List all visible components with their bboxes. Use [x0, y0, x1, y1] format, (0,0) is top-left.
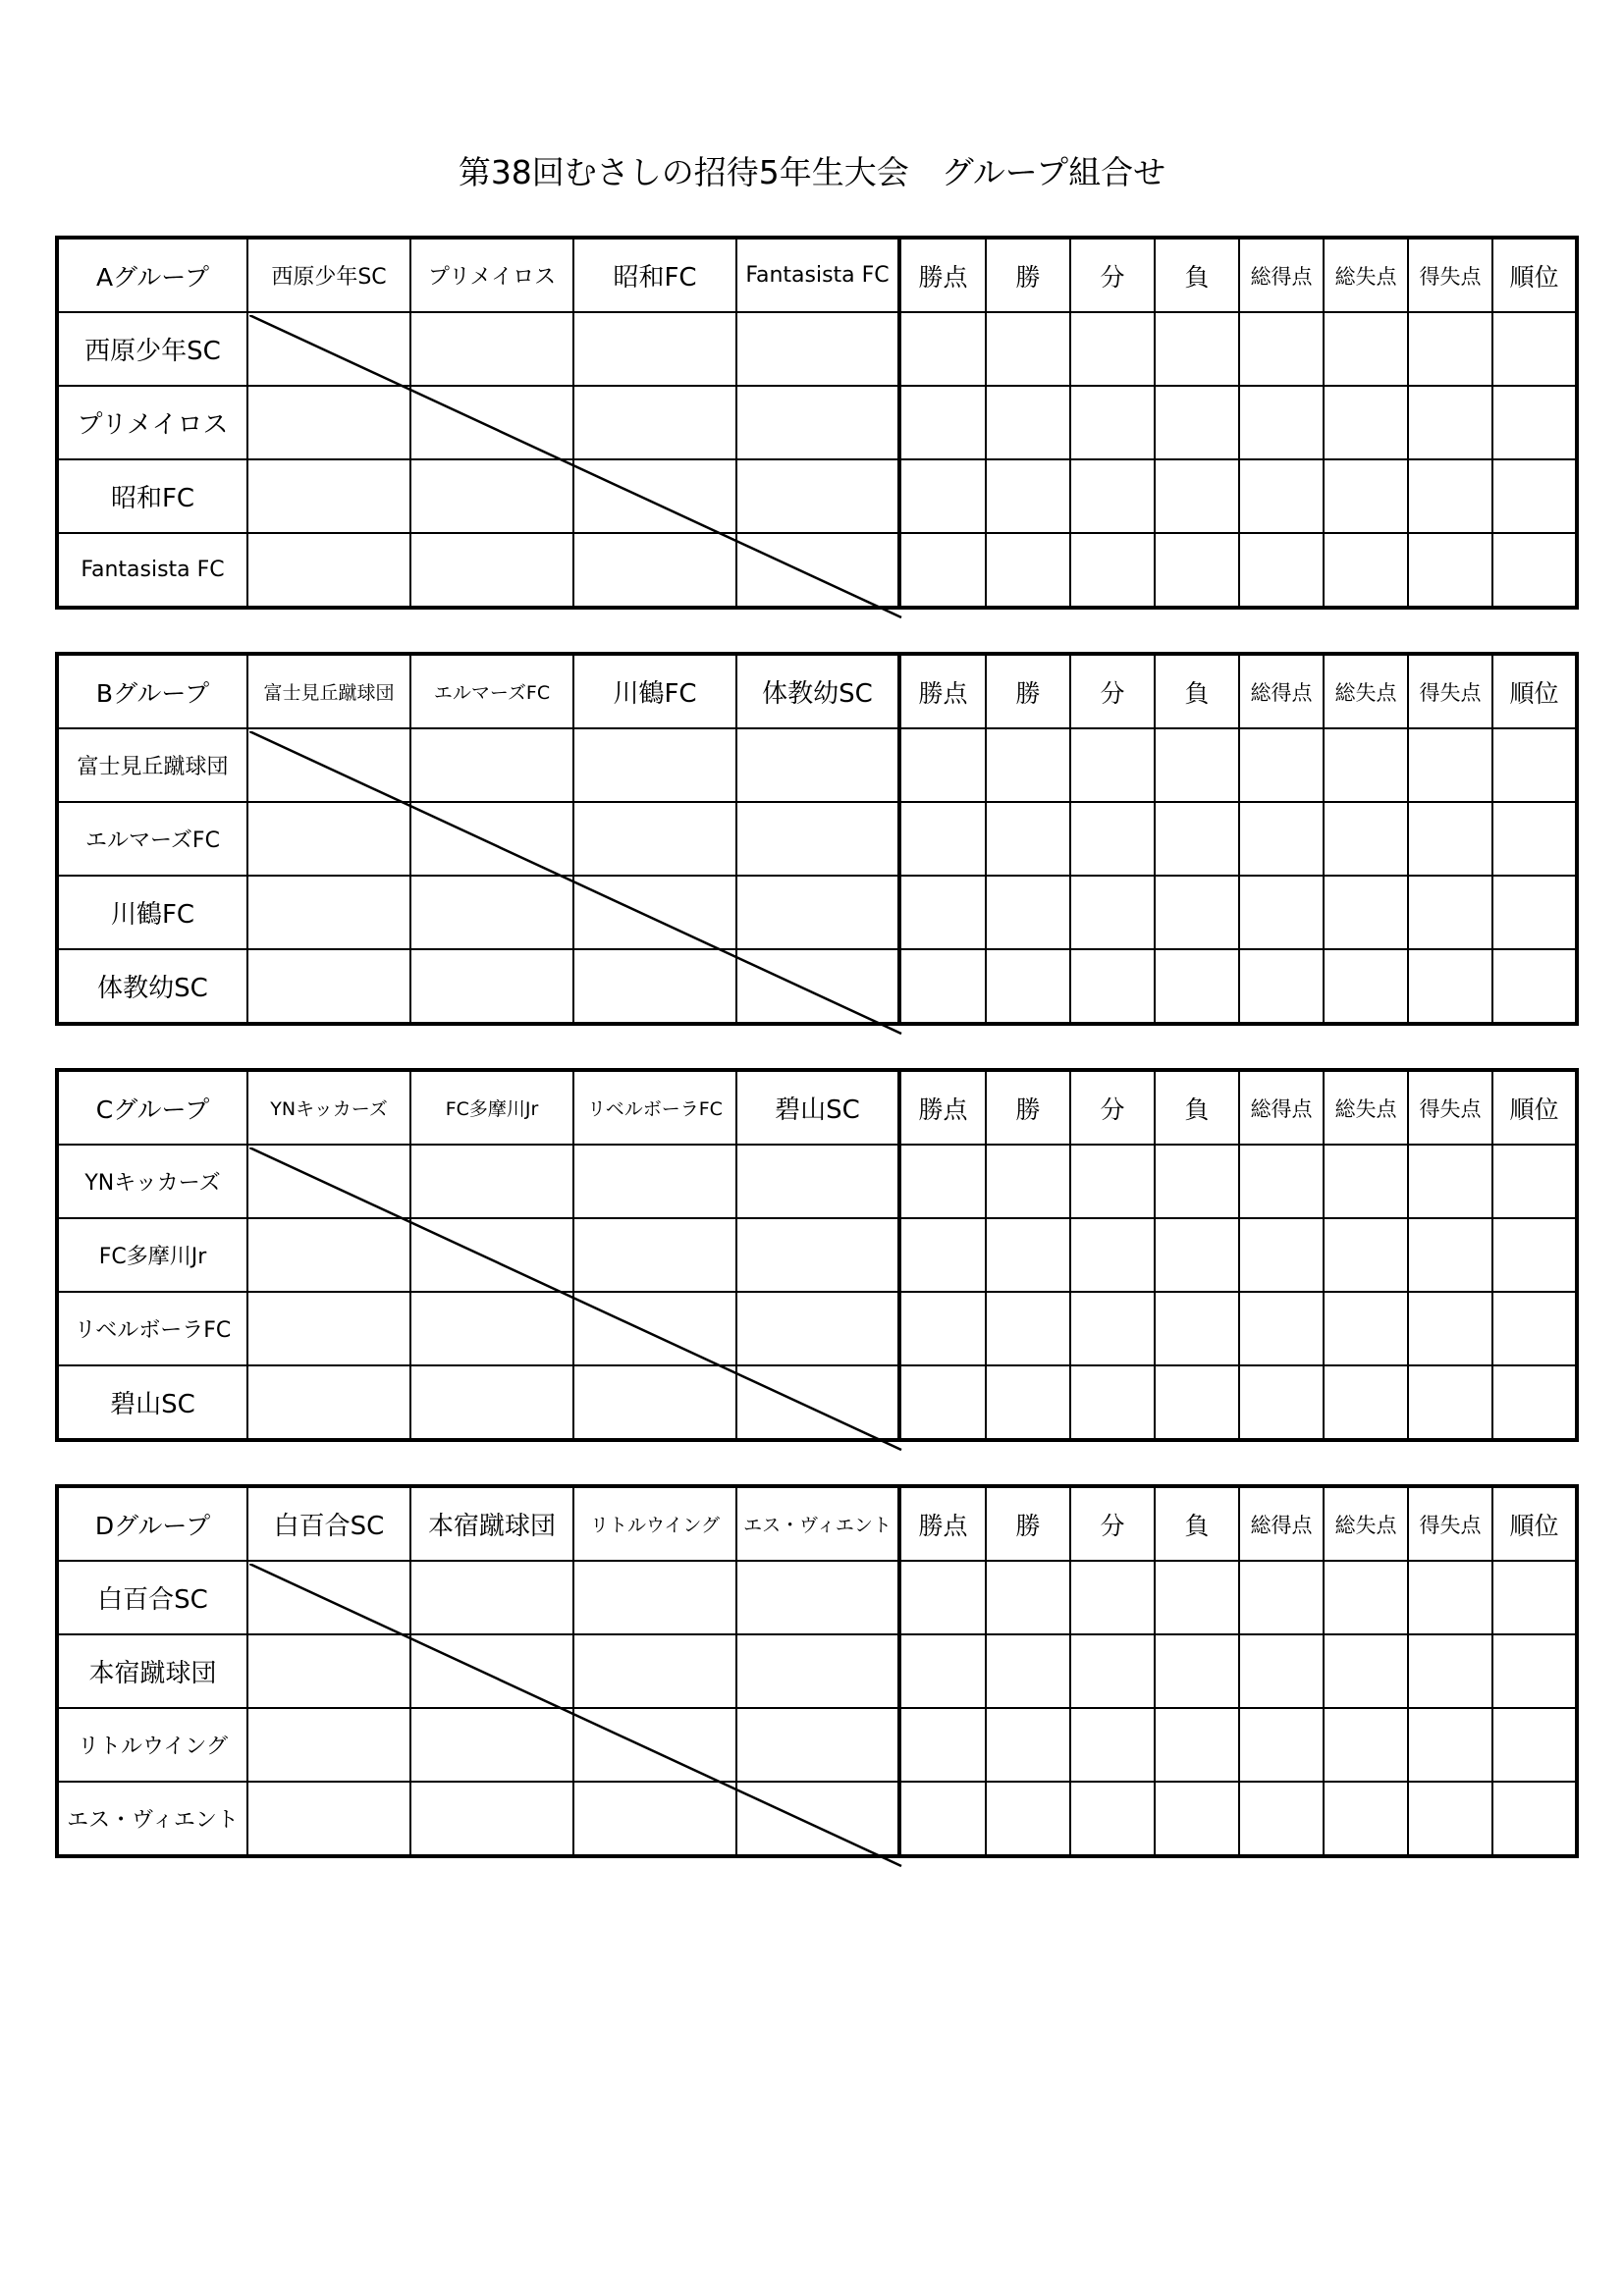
stat-header: 総失点 [1324, 1486, 1408, 1561]
stat-header: 順位 [1492, 1070, 1577, 1145]
header-row [57, 1070, 1577, 1145]
row-team-name: エス・ヴィエント [57, 1782, 247, 1856]
column-team-name: YNキッカーズ [247, 1070, 410, 1145]
stat-cell [1408, 728, 1492, 802]
result-cell [573, 1634, 736, 1708]
result-cell [247, 1634, 410, 1708]
stat-cell [986, 949, 1070, 1024]
stat-cell [1239, 802, 1324, 876]
stat-cell [986, 1782, 1070, 1856]
stat-cell [899, 802, 986, 876]
stat-cell [1155, 1782, 1239, 1856]
table-row [57, 312, 1577, 386]
stat-cell [1492, 1292, 1577, 1365]
stat-cell [1492, 728, 1577, 802]
stat-cell [1155, 1634, 1239, 1708]
group-table [55, 1068, 1579, 1442]
stat-cell [1492, 876, 1577, 949]
stat-cell [1239, 728, 1324, 802]
column-team-name: Fantasista FC [736, 238, 899, 312]
group-table [55, 1484, 1579, 1858]
stat-cell [1155, 802, 1239, 876]
stat-cell [1155, 1292, 1239, 1365]
table-row [57, 728, 1577, 802]
stat-header: 勝点 [899, 1486, 986, 1561]
stat-cell [1408, 1365, 1492, 1440]
table-row [57, 459, 1577, 533]
stat-cell [899, 459, 986, 533]
stat-header: 得失点 [1408, 238, 1492, 312]
stat-cell [1324, 533, 1408, 608]
result-cell [247, 1561, 410, 1634]
stat-cell [1408, 1292, 1492, 1365]
stat-cell [899, 1218, 986, 1292]
result-cell [247, 1292, 410, 1365]
row-team-name: 西原少年SC [57, 312, 247, 386]
stat-cell [1324, 1145, 1408, 1218]
column-team-name: 体教幼SC [736, 654, 899, 728]
group-label: Dグループ [57, 1486, 247, 1561]
result-cell [736, 876, 899, 949]
result-cell [736, 949, 899, 1024]
column-team-name: エス・ヴィエント [736, 1486, 899, 1561]
result-cell [573, 1292, 736, 1365]
result-cell [736, 728, 899, 802]
result-cell [410, 459, 573, 533]
stat-cell [1492, 802, 1577, 876]
result-cell [410, 949, 573, 1024]
stat-cell [1492, 1218, 1577, 1292]
stat-header: 勝点 [899, 654, 986, 728]
stat-header: 負 [1155, 1486, 1239, 1561]
stat-cell [1070, 459, 1155, 533]
stat-cell [1408, 312, 1492, 386]
stat-cell [1492, 1365, 1577, 1440]
column-team-name: 本宿蹴球団 [410, 1486, 573, 1561]
result-cell [736, 1365, 899, 1440]
row-team-name: 白百合SC [57, 1561, 247, 1634]
stat-cell [1155, 1218, 1239, 1292]
row-team-name: 本宿蹴球団 [57, 1634, 247, 1708]
table-row [57, 802, 1577, 876]
result-cell [247, 1145, 410, 1218]
stat-cell [1492, 312, 1577, 386]
stat-cell [986, 533, 1070, 608]
header-row [57, 1486, 1577, 1561]
table-row [57, 1218, 1577, 1292]
column-team-name: リベルボーラFC [573, 1070, 736, 1145]
stat-cell [1492, 533, 1577, 608]
stat-cell [1239, 386, 1324, 459]
table-row [57, 1145, 1577, 1218]
stat-header: 総得点 [1239, 654, 1324, 728]
result-cell [573, 802, 736, 876]
column-team-name: 白百合SC [247, 1486, 410, 1561]
result-cell [247, 1218, 410, 1292]
group-table [55, 652, 1579, 1026]
stat-cell [1155, 1365, 1239, 1440]
table-row [57, 1365, 1577, 1440]
row-team-name: リベルボーラFC [57, 1292, 247, 1365]
stat-cell [1492, 949, 1577, 1024]
stat-cell [1239, 312, 1324, 386]
row-team-name: プリメイロス [57, 386, 247, 459]
column-team-name: 川鶴FC [573, 654, 736, 728]
stat-cell [986, 876, 1070, 949]
stat-cell [1155, 386, 1239, 459]
stat-cell [1408, 533, 1492, 608]
stat-cell [1408, 1145, 1492, 1218]
stat-header: 勝 [986, 238, 1070, 312]
stat-cell [899, 386, 986, 459]
stat-cell [1324, 459, 1408, 533]
result-cell [573, 1365, 736, 1440]
stat-cell [1408, 1782, 1492, 1856]
stat-cell [1155, 533, 1239, 608]
stat-cell [899, 1145, 986, 1218]
column-team-name: 富士見丘蹴球団 [247, 654, 410, 728]
table-row [57, 1634, 1577, 1708]
result-cell [573, 533, 736, 608]
stat-cell [899, 1708, 986, 1782]
stat-cell [1324, 1634, 1408, 1708]
stat-cell [986, 1292, 1070, 1365]
result-cell [736, 802, 899, 876]
stat-header: 勝点 [899, 1070, 986, 1145]
stat-cell [1155, 459, 1239, 533]
stat-cell [1155, 1708, 1239, 1782]
stat-cell [1070, 533, 1155, 608]
result-cell [410, 802, 573, 876]
column-team-name: 碧山SC [736, 1070, 899, 1145]
table-row [57, 1782, 1577, 1856]
column-team-name: プリメイロス [410, 238, 573, 312]
stat-cell [1070, 876, 1155, 949]
stat-cell [1239, 533, 1324, 608]
row-team-name: Fantasista FC [57, 533, 247, 608]
stat-cell [1070, 1365, 1155, 1440]
stat-cell [986, 1365, 1070, 1440]
result-cell [573, 728, 736, 802]
stat-cell [986, 1708, 1070, 1782]
stat-header: 分 [1070, 654, 1155, 728]
stat-cell [899, 1634, 986, 1708]
stat-cell [1239, 1292, 1324, 1365]
stat-header: 順位 [1492, 1486, 1577, 1561]
result-cell [573, 386, 736, 459]
result-cell [247, 1782, 410, 1856]
stat-cell [899, 312, 986, 386]
stat-cell [1239, 1145, 1324, 1218]
stat-cell [1408, 1561, 1492, 1634]
stat-cell [1408, 876, 1492, 949]
stat-cell [1492, 1782, 1577, 1856]
stat-cell [1239, 1561, 1324, 1634]
row-team-name: 川鶴FC [57, 876, 247, 949]
result-cell [247, 533, 410, 608]
table-row [57, 876, 1577, 949]
stat-cell [1324, 876, 1408, 949]
stat-cell [1239, 949, 1324, 1024]
stat-cell [899, 949, 986, 1024]
stat-header: 得失点 [1408, 1486, 1492, 1561]
row-team-name: リトルウイング [57, 1708, 247, 1782]
stat-header: 分 [1070, 1486, 1155, 1561]
stat-cell [1239, 876, 1324, 949]
stat-cell [1070, 802, 1155, 876]
table-row [57, 1708, 1577, 1782]
stat-cell [1070, 1561, 1155, 1634]
stat-header: 順位 [1492, 654, 1577, 728]
result-cell [736, 312, 899, 386]
table-row [57, 1561, 1577, 1634]
stat-cell [1155, 949, 1239, 1024]
stat-header: 負 [1155, 1070, 1239, 1145]
stat-cell [1155, 1145, 1239, 1218]
result-cell [736, 1634, 899, 1708]
result-cell [736, 1218, 899, 1292]
stat-header: 得失点 [1408, 1070, 1492, 1145]
table-row [57, 949, 1577, 1024]
stat-header: 勝点 [899, 238, 986, 312]
result-cell [410, 1634, 573, 1708]
stat-cell [1324, 802, 1408, 876]
stat-cell [1070, 1218, 1155, 1292]
result-cell [410, 876, 573, 949]
stat-cell [1324, 386, 1408, 459]
stat-header: 得失点 [1408, 654, 1492, 728]
group-label: Aグループ [57, 238, 247, 312]
group-label: Cグループ [57, 1070, 247, 1145]
result-cell [573, 1782, 736, 1856]
stat-cell [899, 1365, 986, 1440]
stat-header: 総得点 [1239, 238, 1324, 312]
result-cell [247, 1365, 410, 1440]
column-team-name: 西原少年SC [247, 238, 410, 312]
result-cell [573, 949, 736, 1024]
stat-cell [1324, 312, 1408, 386]
result-cell [410, 1218, 573, 1292]
stat-cell [1324, 1292, 1408, 1365]
result-cell [573, 876, 736, 949]
result-cell [736, 533, 899, 608]
stat-cell [986, 1218, 1070, 1292]
stat-cell [1070, 1782, 1155, 1856]
result-cell [573, 459, 736, 533]
row-team-name: 富士見丘蹴球団 [57, 728, 247, 802]
result-cell [247, 949, 410, 1024]
stat-cell [1070, 312, 1155, 386]
stat-cell [986, 386, 1070, 459]
group-label: Bグループ [57, 654, 247, 728]
stat-header: 分 [1070, 238, 1155, 312]
row-team-name: エルマーズFC [57, 802, 247, 876]
column-team-name: リトルウイング [573, 1486, 736, 1561]
result-cell [410, 1782, 573, 1856]
table-row [57, 1292, 1577, 1365]
result-cell [736, 1561, 899, 1634]
stat-cell [1408, 802, 1492, 876]
stat-cell [1324, 1782, 1408, 1856]
stat-cell [1155, 876, 1239, 949]
row-team-name: YNキッカーズ [57, 1145, 247, 1218]
result-cell [247, 459, 410, 533]
result-cell [410, 533, 573, 608]
result-cell [247, 802, 410, 876]
stat-cell [899, 1782, 986, 1856]
stat-cell [1155, 312, 1239, 386]
result-cell [247, 1708, 410, 1782]
stat-header: 勝 [986, 1070, 1070, 1145]
result-cell [247, 876, 410, 949]
result-cell [573, 1145, 736, 1218]
column-team-name: 昭和FC [573, 238, 736, 312]
stat-header: 負 [1155, 654, 1239, 728]
result-cell [410, 1365, 573, 1440]
row-team-name: 昭和FC [57, 459, 247, 533]
stat-cell [1070, 1708, 1155, 1782]
stat-cell [1408, 1218, 1492, 1292]
result-cell [247, 728, 410, 802]
stat-cell [1155, 728, 1239, 802]
stat-cell [899, 1292, 986, 1365]
stat-cell [1070, 1292, 1155, 1365]
stat-cell [1239, 1782, 1324, 1856]
stat-cell [1492, 1561, 1577, 1634]
result-cell [410, 1292, 573, 1365]
result-cell [736, 1708, 899, 1782]
stat-cell [1492, 1634, 1577, 1708]
result-cell [410, 1145, 573, 1218]
stat-cell [1239, 1634, 1324, 1708]
stat-cell [1492, 459, 1577, 533]
result-cell [410, 1708, 573, 1782]
stat-cell [1408, 386, 1492, 459]
stat-header: 総失点 [1324, 1070, 1408, 1145]
row-team-name: 碧山SC [57, 1365, 247, 1440]
table-row [57, 386, 1577, 459]
result-cell [736, 1145, 899, 1218]
stat-cell [1492, 1708, 1577, 1782]
stat-header: 総得点 [1239, 1070, 1324, 1145]
stat-header: 総得点 [1239, 1486, 1324, 1561]
stat-cell [1492, 1145, 1577, 1218]
stat-cell [1324, 1218, 1408, 1292]
stat-cell [899, 1561, 986, 1634]
stat-cell [1324, 1708, 1408, 1782]
result-cell [410, 728, 573, 802]
column-team-name: エルマーズFC [410, 654, 573, 728]
result-cell [247, 386, 410, 459]
table-row [57, 533, 1577, 608]
stat-cell [1408, 1708, 1492, 1782]
stat-cell [986, 312, 1070, 386]
stat-cell [1239, 1365, 1324, 1440]
stat-header: 順位 [1492, 238, 1577, 312]
stat-cell [1408, 1634, 1492, 1708]
result-cell [573, 312, 736, 386]
stat-cell [1408, 459, 1492, 533]
stat-header: 総失点 [1324, 654, 1408, 728]
stat-cell [1324, 1561, 1408, 1634]
stat-header: 分 [1070, 1070, 1155, 1145]
stat-cell [1324, 949, 1408, 1024]
stat-cell [986, 1634, 1070, 1708]
page-title: 第38回むさしの招待5年生大会 グループ組合せ [458, 153, 1166, 191]
stat-cell [1324, 728, 1408, 802]
stat-cell [986, 728, 1070, 802]
stat-cell [1492, 386, 1577, 459]
stat-cell [1070, 1145, 1155, 1218]
result-cell [736, 1292, 899, 1365]
stat-cell [899, 876, 986, 949]
result-cell [736, 459, 899, 533]
stat-cell [1239, 1218, 1324, 1292]
result-cell [573, 1708, 736, 1782]
header-row [57, 654, 1577, 728]
stat-cell [899, 533, 986, 608]
stat-cell [986, 1145, 1070, 1218]
result-cell [410, 1561, 573, 1634]
stat-header: 勝 [986, 1486, 1070, 1561]
group-table [55, 236, 1579, 610]
stat-cell [1324, 1365, 1408, 1440]
stat-cell [1070, 949, 1155, 1024]
result-cell [410, 312, 573, 386]
stat-cell [986, 1561, 1070, 1634]
result-cell [410, 386, 573, 459]
result-cell [573, 1561, 736, 1634]
stat-cell [1155, 1561, 1239, 1634]
stat-cell [1239, 1708, 1324, 1782]
stat-header: 勝 [986, 654, 1070, 728]
result-cell [736, 386, 899, 459]
stat-cell [899, 728, 986, 802]
column-team-name: FC多摩川Jr [410, 1070, 573, 1145]
result-cell [247, 312, 410, 386]
stat-header: 総失点 [1324, 238, 1408, 312]
row-team-name: FC多摩川Jr [57, 1218, 247, 1292]
row-team-name: 体教幼SC [57, 949, 247, 1024]
stat-cell [986, 802, 1070, 876]
result-cell [736, 1782, 899, 1856]
stat-cell [1070, 386, 1155, 459]
header-row [57, 238, 1577, 312]
result-cell [573, 1218, 736, 1292]
stat-cell [1239, 459, 1324, 533]
stat-cell [1070, 1634, 1155, 1708]
stat-cell [986, 459, 1070, 533]
stat-header: 負 [1155, 238, 1239, 312]
stat-cell [1070, 728, 1155, 802]
stat-cell [1408, 949, 1492, 1024]
